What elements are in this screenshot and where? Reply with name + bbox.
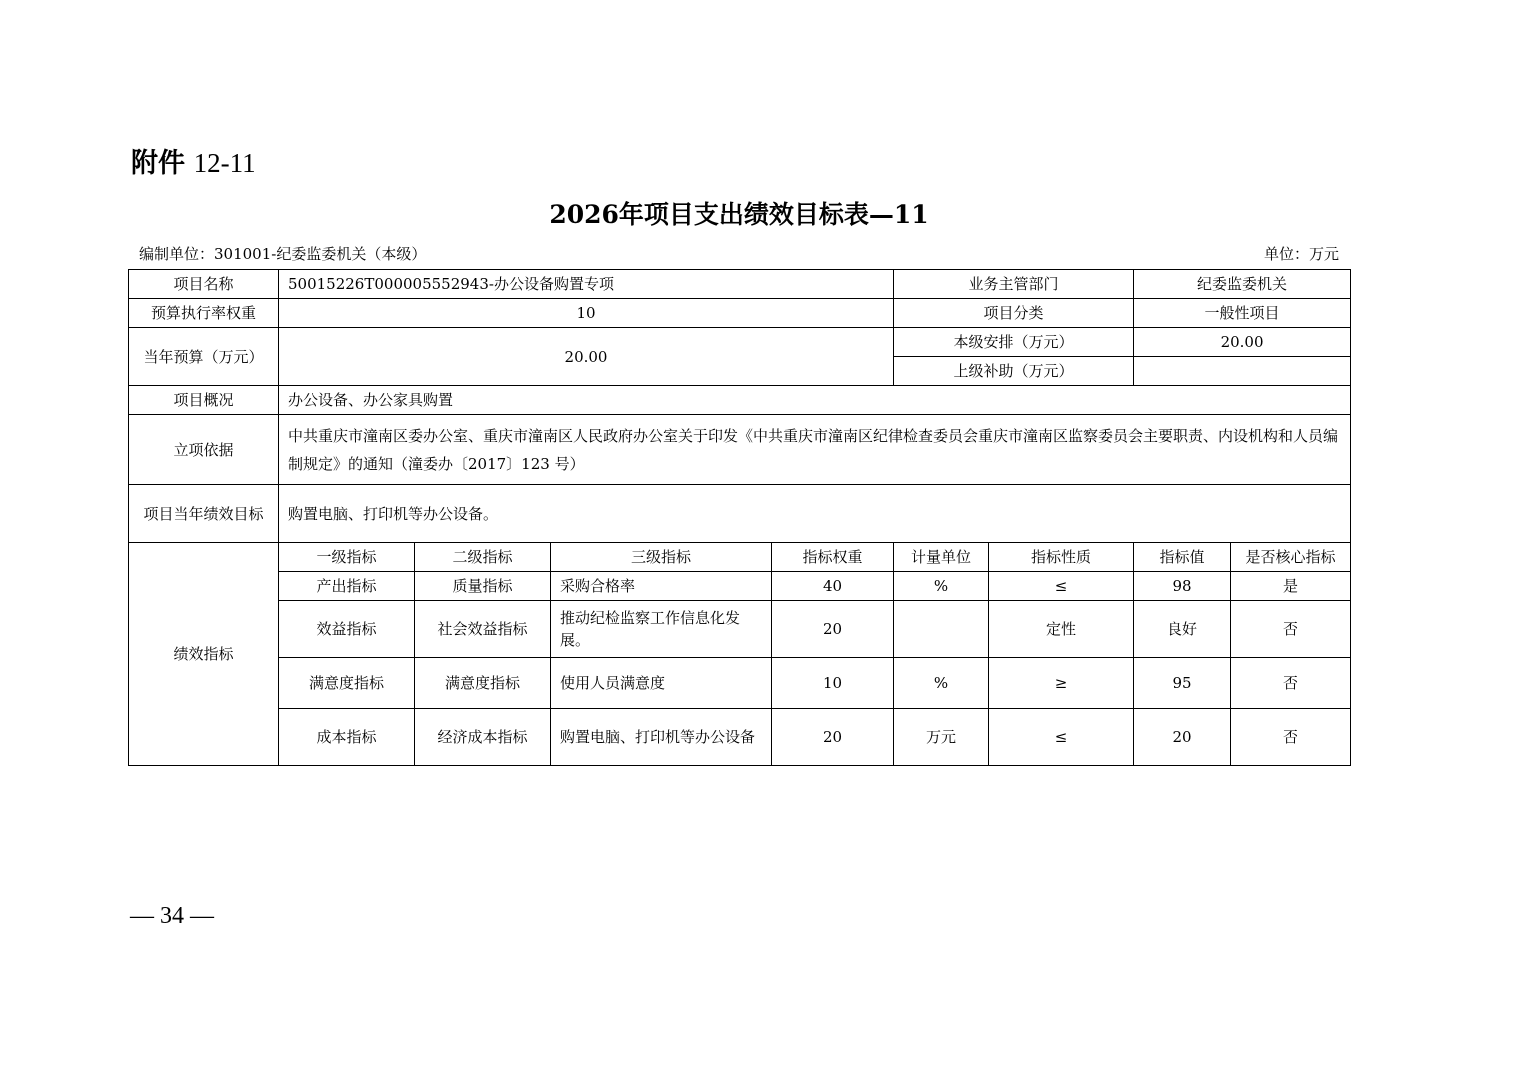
indicator-level2: 社会效益指标 — [415, 601, 551, 658]
indicator-weight: 10 — [772, 658, 894, 709]
budget-label: 当年预算（万元） — [129, 328, 279, 386]
indicator-level3: 推动纪检监察工作信息化发展。 — [551, 601, 772, 658]
performance-target-table — [128, 269, 1351, 766]
overview-label: 项目概况 — [129, 386, 279, 415]
category-value: 一般性项目 — [1134, 299, 1351, 328]
indicator-nature: ≤ — [989, 709, 1134, 766]
row-project-name — [129, 270, 1351, 299]
indicator-core: 否 — [1231, 658, 1351, 709]
attachment-prefix: 附件 — [131, 148, 185, 179]
indicator-weight: 40 — [772, 572, 894, 601]
indicator-nature: ≥ — [989, 658, 1134, 709]
indicator-row — [129, 709, 1351, 766]
indicator-header-row — [129, 543, 1351, 572]
header-unit: 计量单位 — [894, 543, 989, 572]
basis-value: 中共重庆市潼南区委办公室、重庆市潼南区人民政府办公室关于印发《中共重庆市潼南区纪律检查委员会重庆市潼南区监察委员会主要职责、内设机构和人员编制规定》的通知（潼委办〔2017〕123 号） — [279, 415, 1351, 485]
compiling-unit: 编制单位：301001-纪委监委机关（本级） — [139, 245, 427, 263]
goal-value: 购置电脑、打印机等办公设备。 — [279, 485, 1351, 543]
dept-label: 业务主管部门 — [894, 270, 1134, 299]
weight-value: 10 — [279, 299, 894, 328]
row-goal — [129, 485, 1351, 543]
budget-value: 20.00 — [279, 328, 894, 386]
indicators-section-label: 绩效指标 — [129, 543, 279, 766]
local-budget-label: 本级安排（万元） — [894, 328, 1134, 357]
indicator-row — [129, 658, 1351, 709]
overview-value: 办公设备、办公家具购置 — [279, 386, 1351, 415]
project-name-label: 项目名称 — [129, 270, 279, 299]
row-budget — [129, 328, 1351, 357]
header-core: 是否核心指标 — [1231, 543, 1351, 572]
indicator-unit: 万元 — [894, 709, 989, 766]
document-title: 2026年项目支出绩效目标表—11 — [549, 200, 929, 229]
basis-label: 立项依据 — [129, 415, 279, 485]
page-number: — 34 — — [130, 903, 214, 929]
indicator-core: 否 — [1231, 601, 1351, 658]
header-nature: 指标性质 — [989, 543, 1134, 572]
indicator-level3: 购置电脑、打印机等办公设备 — [551, 709, 772, 766]
header-level3: 三级指标 — [551, 543, 772, 572]
indicator-unit: % — [894, 658, 989, 709]
indicator-level1: 效益指标 — [279, 601, 415, 658]
header-weight: 指标权重 — [772, 543, 894, 572]
currency-unit: 单位：万元 — [1263, 245, 1339, 263]
row-basis — [129, 415, 1351, 485]
indicator-level1: 成本指标 — [279, 709, 415, 766]
indicator-unit: % — [894, 572, 989, 601]
weight-label: 预算执行率权重 — [129, 299, 279, 328]
indicator-value: 98 — [1134, 572, 1231, 601]
header-value: 指标值 — [1134, 543, 1231, 572]
indicator-level2: 质量指标 — [415, 572, 551, 601]
indicator-level2: 经济成本指标 — [415, 709, 551, 766]
header-level2: 二级指标 — [415, 543, 551, 572]
local-budget-value: 20.00 — [1134, 328, 1351, 357]
dept-value: 纪委监委机关 — [1134, 270, 1351, 299]
superior-subsidy-label: 上级补助（万元） — [894, 357, 1134, 386]
goal-label: 项目当年绩效目标 — [129, 485, 279, 543]
superior-subsidy-value — [1134, 357, 1351, 386]
indicator-unit — [894, 601, 989, 658]
indicator-nature: ≤ — [989, 572, 1134, 601]
attachment-label — [131, 143, 256, 184]
indicator-core: 是 — [1231, 572, 1351, 601]
indicator-row — [129, 601, 1351, 658]
indicator-level1: 产出指标 — [279, 572, 415, 601]
indicator-level2: 满意度指标 — [415, 658, 551, 709]
indicator-level3: 使用人员满意度 — [551, 658, 772, 709]
indicator-level1: 满意度指标 — [279, 658, 415, 709]
indicator-weight: 20 — [772, 709, 894, 766]
indicator-row — [129, 572, 1351, 601]
indicator-core: 否 — [1231, 709, 1351, 766]
indicator-weight: 20 — [772, 601, 894, 658]
row-weight — [129, 299, 1351, 328]
header-level1: 一级指标 — [279, 543, 415, 572]
project-name-value: 50015226T000005552943-办公设备购置专项 — [279, 270, 894, 299]
category-label: 项目分类 — [894, 299, 1134, 328]
row-overview — [129, 386, 1351, 415]
indicator-level3: 采购合格率 — [551, 572, 772, 601]
indicator-value: 95 — [1134, 658, 1231, 709]
indicator-value: 良好 — [1134, 601, 1231, 658]
indicator-nature: 定性 — [989, 601, 1134, 658]
indicator-value: 20 — [1134, 709, 1231, 766]
attachment-number: 12-11 — [193, 148, 256, 178]
